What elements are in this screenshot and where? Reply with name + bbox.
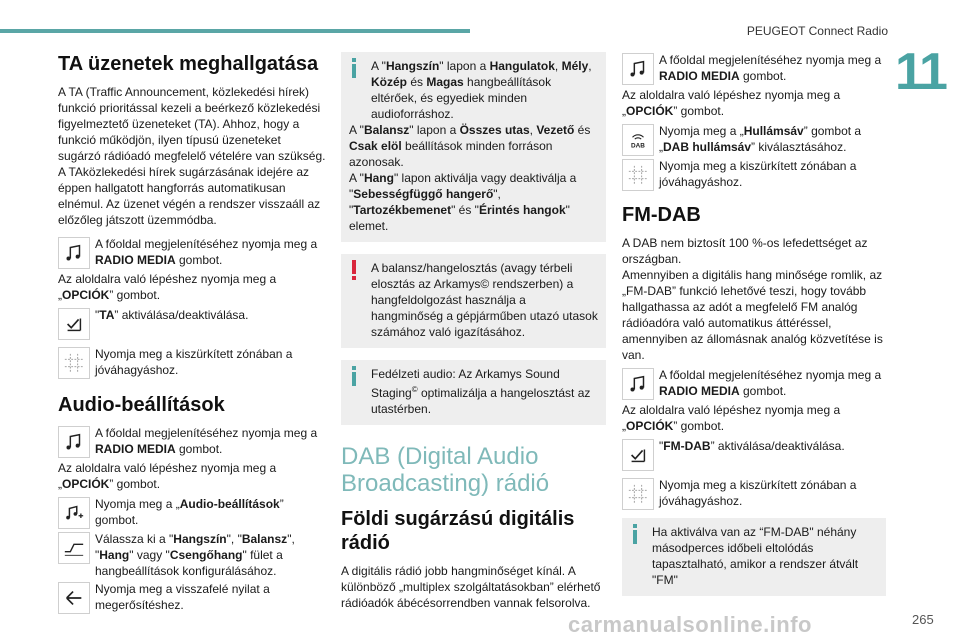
info-note: Ha aktiválva van az “FM-DAB" néhány másodperces időbeli eltolódás tapasztalható, amikor a rendszer átvált "FM" bbox=[622, 518, 886, 596]
step-text: Válassza ki a "Hangszín", "Balansz", "Hang" vagy "Csengőhang" fület a hangbeállítások konfigurálásához. bbox=[95, 532, 295, 578]
step-text: A főoldal megjelenítéséhez nyomja meg a RADIO MEDIA gombot. bbox=[95, 426, 318, 456]
heading-fmdab: FM-DAB bbox=[622, 204, 701, 226]
step-ta-toggle bbox=[58, 307, 326, 340]
heading-audio: Audio-beállítások bbox=[58, 394, 225, 416]
music-note-icon bbox=[58, 426, 90, 458]
header-title: PEUGEOT Connect Radio bbox=[746, 24, 888, 38]
step-text: Nyomja meg a kiszürkített zónában a jóváhagyáshoz. bbox=[659, 159, 857, 189]
grey-zone-icon bbox=[622, 159, 654, 191]
step-text: A főoldal megjelenítéséhez nyomja meg a RADIO MEDIA gombot. bbox=[95, 237, 318, 267]
column-2 bbox=[341, 52, 606, 611]
step-select-tab bbox=[58, 531, 326, 579]
step-band bbox=[622, 123, 886, 156]
chapter-number: 11 bbox=[895, 43, 946, 101]
step-confirm bbox=[622, 158, 886, 191]
step-text: "FM-DAB” aktiválása/deaktiválása. bbox=[659, 439, 845, 453]
column-3 bbox=[622, 52, 886, 608]
ta-intro: A TA (Traffic Announcement, közlekedési hírek) funkció prioritással kezeli a beérkező közlekedési figyelmeztető üzeneteket (TA). Ahhoz, hogy a funkció működjön, ilyen típusú üzeneteket sugárzó rádióadó megfelelő vételére van szükség. A TAközlekedési hírek sugárzásának idejére az éppen hallgatott hangforrás automatikusan elnémul. Az üzenet végén a rendszer visszaáll az előzőleg játszott üzemmódba. bbox=[58, 85, 326, 227]
step-text: A főoldal megjelenítéséhez nyomja meg a RADIO MEDIA gombot. bbox=[659, 368, 882, 398]
step-text: Nyomja meg a visszafelé nyilat a megerősítéshez. bbox=[95, 582, 270, 612]
info-icon bbox=[349, 366, 359, 386]
info-note: A "Hangszín" lapon a Hangulatok, Mély, Közép és Magas hangbeállítások eltérőek, és egyediek minden audioforráshoz. A "Balansz" lapon a Összes utas, Vezető és Csak elöl beállítások minden forráson azonosak. A "Hang" lapon aktiválja vagy deaktiválja a "Sebességfüggő hangerő", "Tartozékbemenet" és "Érintés hangok" elemet. bbox=[341, 52, 606, 242]
checkbox-toggle-icon bbox=[622, 439, 654, 471]
dab-radio-icon bbox=[622, 124, 654, 156]
options-instruction: Az aloldalra való lépéshez nyomja meg a „OPCIÓK” gombot. bbox=[622, 403, 841, 433]
step-text: Nyomja meg a „Hullámsáv” gombot a „DAB hullámsáv” kiválasztásához. bbox=[659, 124, 862, 154]
step-text: "TA” aktiválása/deaktiválása. bbox=[95, 308, 249, 322]
warning-note: A balansz/hangelosztás (avagy térbeli elosztás az Arkamys© rendszerben) a hangfeldolgozást használja a hangminőség a gépjárműben utazó utasok számához való igazításához. bbox=[341, 254, 606, 348]
step-confirm bbox=[622, 477, 886, 510]
heading-terrestrial: Földi sugárzású digitális rádió bbox=[341, 508, 575, 554]
step-text: Nyomja meg a „Audio-beállítások” gombot. bbox=[95, 497, 284, 527]
music-note-icon bbox=[622, 53, 654, 85]
svg-text:DAB: DAB bbox=[631, 142, 645, 150]
warning-icon bbox=[349, 260, 359, 280]
step-fmdab-toggle bbox=[622, 438, 886, 471]
music-note-icon bbox=[622, 368, 654, 400]
grey-zone-icon bbox=[622, 478, 654, 510]
step-radio-media bbox=[58, 236, 326, 269]
fmdab-text-1: A DAB nem biztosít 100 %-os lefedettséget az országban. bbox=[622, 236, 868, 266]
info-icon bbox=[349, 58, 359, 78]
music-note-icon bbox=[58, 237, 90, 269]
terrestrial-text: A digitális rádió jobb hangminőséget kínál. A különböző „multiplex szolgáltatásokban” elérhető rádióadók ábécésorrendben vannak felsorolva. bbox=[341, 564, 601, 610]
step-back bbox=[58, 581, 326, 614]
equalizer-wave-icon bbox=[58, 532, 90, 564]
tone-settings-icon bbox=[58, 497, 90, 529]
options-instruction: Az aloldalra való lépéshez nyomja meg a „OPCIÓK” gombot. bbox=[58, 272, 277, 302]
step-audio-settings bbox=[58, 496, 326, 529]
page-number: 265 bbox=[912, 612, 934, 627]
back-arrow-icon bbox=[58, 582, 90, 614]
step-confirm bbox=[58, 346, 326, 379]
step-radio-media bbox=[622, 52, 886, 85]
step-text: A főoldal megjelenítéséhez nyomja meg a RADIO MEDIA gombot. bbox=[659, 53, 882, 83]
info-note: Fedélzeti audio: Az Arkamys Sound Staging© optimalizálja a hangelosztást az utastérben. bbox=[341, 360, 606, 425]
step-text: Nyomja meg a kiszürkített zónában a jóváhagyáshoz. bbox=[95, 347, 293, 377]
step-radio-media bbox=[58, 425, 326, 458]
options-instruction: Az aloldalra való lépéshez nyomja meg a „OPCIÓK” gombot. bbox=[622, 88, 841, 118]
header-accent-bar bbox=[0, 29, 470, 33]
grey-zone-icon bbox=[58, 347, 90, 379]
step-radio-media bbox=[622, 367, 886, 400]
checkbox-toggle-icon bbox=[58, 308, 90, 340]
fmdab-text-2: Amennyiben a digitális hang minősége romlik, az „FM-DAB” funkció lehetővé teszi, hogy tovább hallgathassa az adót a megfelelő FM analóg rádióadóra való automatikus áttéréssel, amennyiben az állomásnak analóg közvetítése is van. bbox=[622, 268, 883, 362]
step-text: Nyomja meg a kiszürkített zónában a jóváhagyáshoz. bbox=[659, 478, 857, 508]
heading-dab: DAB (Digital Audio Broadcasting) rádió bbox=[341, 443, 550, 497]
options-instruction: Az aloldalra való lépéshez nyomja meg a „OPCIÓK” gombot. bbox=[58, 461, 277, 491]
heading-ta: TA üzenetek meghallgatása bbox=[58, 53, 319, 75]
column-1 bbox=[58, 52, 326, 616]
watermark: carmanualsonline.info bbox=[568, 612, 812, 637]
info-icon bbox=[630, 524, 640, 544]
